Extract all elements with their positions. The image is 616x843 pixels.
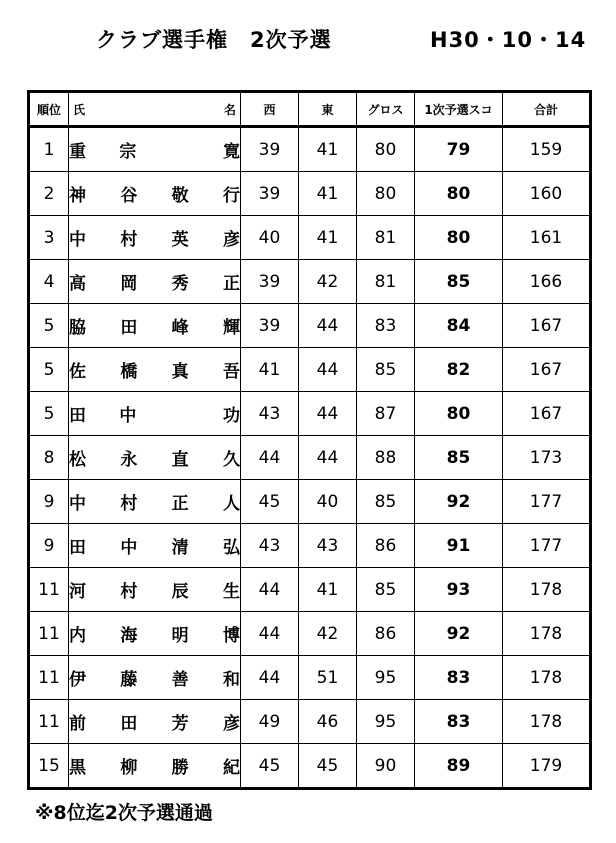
table-row: [29, 744, 591, 789]
total-cell: 178: [503, 612, 591, 656]
name-char: 岡: [120, 274, 138, 294]
first-score-cell: 92: [415, 612, 503, 656]
player-name: [69, 225, 240, 250]
total-cell: 166: [503, 260, 591, 304]
name-char: 谷: [120, 186, 138, 206]
name-char: 秀: [171, 274, 189, 294]
total-cell: 167: [503, 304, 591, 348]
west-cell: 39: [241, 127, 299, 172]
name-cell: [69, 392, 241, 436]
west-cell: 40: [241, 216, 299, 260]
name-char: 峰: [171, 318, 189, 338]
name-cell: [69, 216, 241, 260]
name-char: 正: [171, 494, 189, 514]
east-cell: 44: [299, 348, 357, 392]
table-row: [29, 524, 591, 568]
header-east: 東: [299, 92, 357, 127]
east-cell: 42: [299, 612, 357, 656]
header-name-right: 名: [223, 103, 236, 117]
total-cell: 167: [503, 348, 591, 392]
name-char: 直: [171, 450, 189, 470]
name-char: 行: [222, 186, 240, 206]
first-score-cell: 84: [415, 304, 503, 348]
name-cell: [69, 304, 241, 348]
table-row: [29, 127, 591, 172]
first-score-cell: 93: [415, 568, 503, 612]
west-cell: 44: [241, 436, 299, 480]
name-char: 弘: [222, 538, 240, 558]
first-score-cell: 80: [415, 392, 503, 436]
name-cell: [69, 480, 241, 524]
table-row: [29, 612, 591, 656]
east-cell: 45: [299, 744, 357, 789]
name-char: 清: [171, 538, 189, 558]
rank-cell: 2: [29, 172, 69, 216]
first-score-cell: 82: [415, 348, 503, 392]
header-rank: 順位: [29, 92, 69, 127]
name-char: 中: [119, 406, 137, 426]
name-char: 英: [171, 230, 189, 250]
name-char: 田: [69, 538, 86, 558]
name-char: 河: [69, 582, 86, 602]
gross-cell: 86: [357, 612, 415, 656]
rank-cell: 15: [29, 744, 69, 789]
name-cell: [69, 348, 241, 392]
name-cell: [69, 436, 241, 480]
gross-cell: 85: [357, 480, 415, 524]
player-name: [69, 137, 240, 162]
player-name: [69, 401, 240, 426]
rank-cell: 11: [29, 612, 69, 656]
total-cell: 178: [503, 656, 591, 700]
east-cell: 41: [299, 216, 357, 260]
player-name: [69, 533, 240, 558]
west-cell: 45: [241, 744, 299, 789]
player-name: [69, 709, 240, 734]
name-char: 彦: [222, 230, 240, 250]
name-char: 海: [120, 626, 138, 646]
total-cell: 161: [503, 216, 591, 260]
name-cell: [69, 744, 241, 789]
name-char: 功: [222, 406, 240, 426]
total-cell: 159: [503, 127, 591, 172]
first-score-cell: 80: [415, 172, 503, 216]
east-cell: 44: [299, 436, 357, 480]
total-cell: 173: [503, 436, 591, 480]
name-char: 伊: [69, 670, 86, 690]
qualification-note: ※8位迄2次予選通過: [35, 802, 213, 824]
table-row: [29, 348, 591, 392]
rank-cell: 5: [29, 348, 69, 392]
table-row: [29, 436, 591, 480]
rank-cell: 1: [29, 127, 69, 172]
table-row: [29, 656, 591, 700]
east-cell: 42: [299, 260, 357, 304]
name-char: 中: [69, 494, 86, 514]
rank-cell: 4: [29, 260, 69, 304]
name-char: 辰: [171, 582, 189, 602]
table-row: [29, 392, 591, 436]
name-char: 善: [171, 670, 189, 690]
name-char: 久: [222, 450, 240, 470]
rank-cell: 8: [29, 436, 69, 480]
rank-cell: 11: [29, 700, 69, 744]
player-name: [69, 665, 240, 690]
player-name: [69, 445, 240, 470]
table-row: [29, 480, 591, 524]
gross-cell: 81: [357, 216, 415, 260]
table-header-row: [29, 92, 591, 127]
name-char: 脇: [69, 318, 86, 338]
gross-cell: 83: [357, 304, 415, 348]
name-char: 田: [120, 318, 138, 338]
rank-cell: 9: [29, 524, 69, 568]
gross-cell: 90: [357, 744, 415, 789]
rank-cell: 11: [29, 656, 69, 700]
name-cell: [69, 656, 241, 700]
name-char: 前: [69, 714, 86, 734]
east-cell: 46: [299, 700, 357, 744]
player-name: [69, 313, 240, 338]
rank-cell: 5: [29, 304, 69, 348]
name-char: 中: [120, 538, 138, 558]
name-char: 藤: [120, 670, 138, 690]
total-cell: 160: [503, 172, 591, 216]
name-cell: [69, 524, 241, 568]
name-char: 佐: [69, 362, 86, 382]
east-cell: 43: [299, 524, 357, 568]
gross-cell: 80: [357, 127, 415, 172]
header-name: [69, 92, 241, 127]
total-cell: 167: [503, 392, 591, 436]
name-cell: [69, 568, 241, 612]
player-name: [69, 181, 240, 206]
gross-cell: 81: [357, 260, 415, 304]
first-score-cell: 83: [415, 700, 503, 744]
total-cell: 178: [503, 568, 591, 612]
east-cell: 44: [299, 392, 357, 436]
total-cell: 178: [503, 700, 591, 744]
gross-cell: 87: [357, 392, 415, 436]
rank-cell: 5: [29, 392, 69, 436]
name-char: 田: [120, 714, 138, 734]
player-name: [69, 269, 240, 294]
west-cell: 41: [241, 348, 299, 392]
name-char: 和: [222, 670, 240, 690]
name-cell: [69, 612, 241, 656]
name-char: 橋: [120, 362, 138, 382]
rank-cell: 3: [29, 216, 69, 260]
table-row: [29, 172, 591, 216]
name-char: 生: [222, 582, 240, 602]
gross-cell: 86: [357, 524, 415, 568]
first-score-cell: 89: [415, 744, 503, 789]
west-cell: 44: [241, 568, 299, 612]
name-char: 勝: [171, 758, 189, 778]
name-cell: [69, 127, 241, 172]
west-cell: 44: [241, 612, 299, 656]
east-cell: 41: [299, 568, 357, 612]
name-char: 彦: [222, 714, 240, 734]
name-char: 神: [69, 186, 86, 206]
name-char: 博: [222, 626, 240, 646]
header-total: 合計: [503, 92, 591, 127]
west-cell: 43: [241, 392, 299, 436]
name-char: 宗: [119, 142, 137, 162]
name-char: 真: [171, 362, 189, 382]
event-date: H30・10・14: [430, 28, 587, 52]
results-table: [27, 90, 592, 790]
name-char: 田: [69, 406, 86, 426]
east-cell: 40: [299, 480, 357, 524]
gross-cell: 85: [357, 348, 415, 392]
name-char: 吾: [222, 362, 240, 382]
header-gross: グロス: [357, 92, 415, 127]
west-cell: 39: [241, 172, 299, 216]
east-cell: 44: [299, 304, 357, 348]
first-score-cell: 83: [415, 656, 503, 700]
table-row: [29, 700, 591, 744]
west-cell: 44: [241, 656, 299, 700]
name-char: 寛: [222, 142, 240, 162]
rank-cell: 9: [29, 480, 69, 524]
west-cell: 43: [241, 524, 299, 568]
player-name: [69, 753, 240, 778]
first-score-cell: 85: [415, 436, 503, 480]
name-char: 人: [222, 494, 240, 514]
name-char: 村: [120, 494, 138, 514]
name-char: 黒: [69, 758, 86, 778]
name-cell: [69, 172, 241, 216]
east-cell: 41: [299, 172, 357, 216]
name-char: 輝: [222, 318, 240, 338]
player-name: [69, 621, 240, 646]
name-cell: [69, 260, 241, 304]
player-name: [69, 489, 240, 514]
name-cell: [69, 700, 241, 744]
gross-cell: 88: [357, 436, 415, 480]
name-char: 敬: [171, 186, 189, 206]
header-first-score: 1次予選スコ: [415, 92, 503, 127]
first-score-cell: 85: [415, 260, 503, 304]
west-cell: 49: [241, 700, 299, 744]
gross-cell: 95: [357, 656, 415, 700]
gross-cell: 80: [357, 172, 415, 216]
first-score-cell: 79: [415, 127, 503, 172]
name-char: 村: [120, 582, 138, 602]
first-score-cell: 91: [415, 524, 503, 568]
rank-cell: 11: [29, 568, 69, 612]
table-row: [29, 260, 591, 304]
west-cell: 45: [241, 480, 299, 524]
player-name: [69, 357, 240, 382]
name-char: 内: [69, 626, 86, 646]
table-row: [29, 568, 591, 612]
name-char: 芳: [171, 714, 189, 734]
total-cell: 177: [503, 480, 591, 524]
page-title: クラブ選手権 2次予選: [96, 28, 332, 52]
name-char: 永: [120, 450, 138, 470]
west-cell: 39: [241, 260, 299, 304]
name-char: 紀: [222, 758, 240, 778]
name-char: 柳: [120, 758, 138, 778]
player-name: [69, 577, 240, 602]
total-cell: 177: [503, 524, 591, 568]
header-name-left: 氏: [73, 103, 86, 117]
name-char: 高: [69, 274, 86, 294]
total-cell: 179: [503, 744, 591, 789]
name-char: 正: [222, 274, 240, 294]
gross-cell: 95: [357, 700, 415, 744]
east-cell: 41: [299, 127, 357, 172]
name-char: 松: [69, 450, 86, 470]
name-char: 明: [171, 626, 189, 646]
first-score-cell: 92: [415, 480, 503, 524]
first-score-cell: 80: [415, 216, 503, 260]
west-cell: 39: [241, 304, 299, 348]
gross-cell: 85: [357, 568, 415, 612]
table-row: [29, 216, 591, 260]
header-west: 西: [241, 92, 299, 127]
name-char: 中: [69, 230, 86, 250]
table-row: [29, 304, 591, 348]
east-cell: 51: [299, 656, 357, 700]
name-char: 村: [120, 230, 138, 250]
name-char: 重: [69, 142, 86, 162]
